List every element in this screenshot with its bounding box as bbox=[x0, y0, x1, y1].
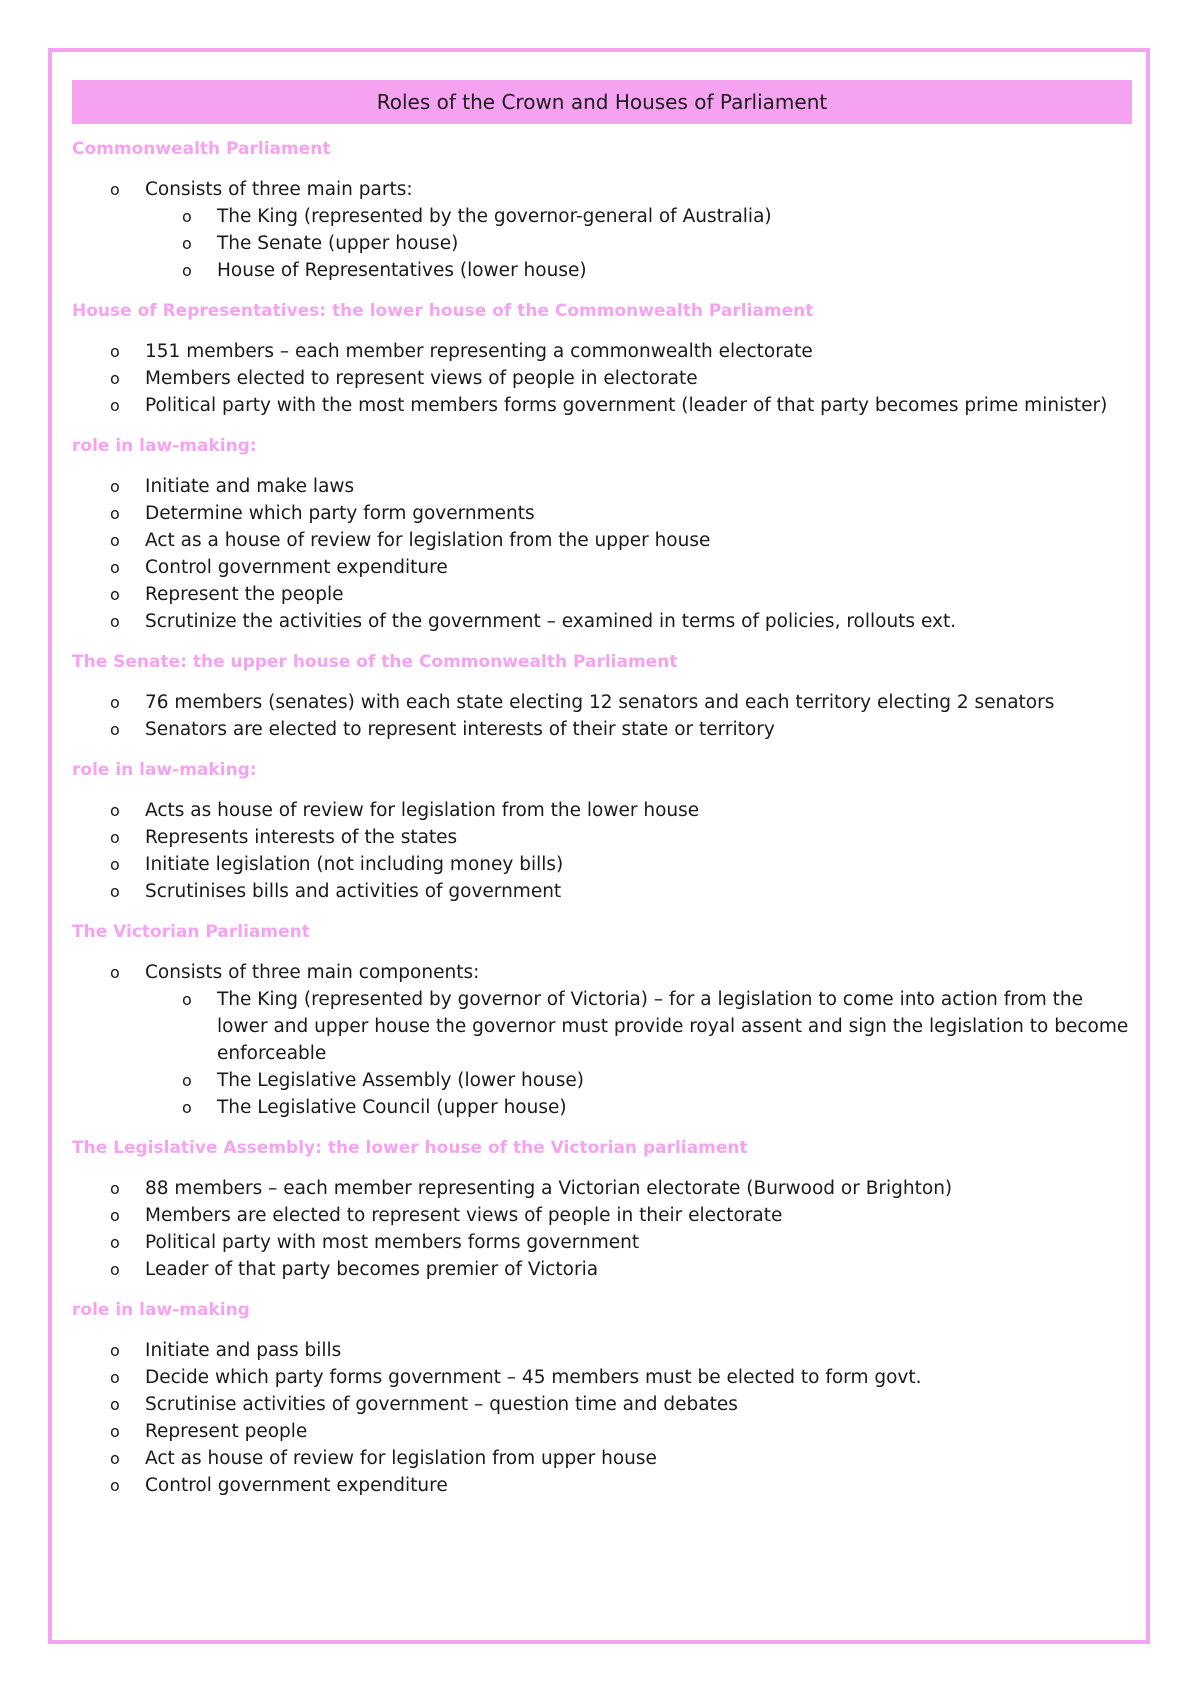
list-item bbox=[72, 959, 1132, 1121]
title-bar bbox=[72, 80, 1132, 124]
list-item-text: Represent the people bbox=[145, 584, 344, 605]
list-item bbox=[72, 527, 1132, 554]
list-item bbox=[72, 716, 1132, 743]
list-item-text: Decide which party forms government – 45 members must be elected to form govt. bbox=[145, 1367, 922, 1388]
list-item bbox=[72, 473, 1132, 500]
bullet-list bbox=[72, 473, 1132, 635]
document-content bbox=[72, 80, 1132, 1513]
list-item-text: Represents interests of the states bbox=[145, 827, 458, 848]
list-item-text: Political party with most members forms government bbox=[145, 1232, 640, 1253]
list-item-text: Control government expenditure bbox=[145, 1475, 448, 1496]
bullet-list bbox=[72, 797, 1132, 905]
sub-list-item: o The Legislative Assembly (lower house) bbox=[145, 1067, 1132, 1094]
list-item bbox=[72, 608, 1132, 635]
list-item-text: Initiate legislation (not including money bills) bbox=[145, 854, 564, 875]
section-heading: role in law-making bbox=[72, 1300, 250, 1320]
list-item bbox=[72, 365, 1132, 392]
list-item bbox=[72, 500, 1132, 527]
list-item-text: Act as a house of review for legislation from the upper house bbox=[145, 530, 711, 551]
list-item-text: Initiate and pass bills bbox=[145, 1340, 342, 1361]
list-item bbox=[72, 392, 1132, 419]
section-heading: The Senate: the upper house of the Commonwealth Parliament bbox=[72, 652, 678, 672]
sub-list-item: o The Senate (upper house) bbox=[145, 230, 1132, 257]
list-item-text: 76 members (senates) with each state electing 12 senators and each territory electing 2 senators bbox=[145, 692, 1055, 713]
sub-list-item: o The Legislative Council (upper house) bbox=[145, 1094, 1132, 1121]
list-item-text: Act as house of review for legislation from upper house bbox=[145, 1448, 657, 1469]
list-item bbox=[72, 581, 1132, 608]
list-item bbox=[72, 851, 1132, 878]
list-item bbox=[72, 338, 1132, 365]
list-item bbox=[72, 1472, 1132, 1499]
list-item-text: Members elected to represent views of people in electorate bbox=[145, 368, 698, 389]
bullet-list bbox=[72, 1337, 1132, 1499]
list-item bbox=[72, 878, 1132, 905]
list-item-text: Senators are elected to represent interests of their state or territory bbox=[145, 719, 775, 740]
bullet-list bbox=[72, 1175, 1132, 1283]
list-item bbox=[72, 797, 1132, 824]
list-item bbox=[72, 1445, 1132, 1472]
list-item bbox=[72, 689, 1132, 716]
list-item-text: Initiate and make laws bbox=[145, 476, 355, 497]
list-item bbox=[72, 824, 1132, 851]
bullet-list bbox=[72, 338, 1132, 419]
list-item-text: Scrutinize the activities of the government – examined in terms of policies, rollouts ext. bbox=[145, 611, 957, 632]
section-heading: role in law-making: bbox=[72, 436, 257, 456]
section-heading: role in law-making: bbox=[72, 760, 257, 780]
list-item-text: Consists of three main parts: bbox=[145, 179, 413, 200]
list-item-text: Leader of that party becomes premier of Victoria bbox=[145, 1259, 599, 1280]
list-item-text: 151 members – each member representing a commonwealth electorate bbox=[145, 341, 813, 362]
list-item-text: Control government expenditure bbox=[145, 557, 448, 578]
list-item bbox=[72, 1391, 1132, 1418]
list-item-text: Consists of three main components: bbox=[145, 962, 480, 983]
list-item-text: Political party with the most members forms government (leader of that party becomes prime minister) bbox=[145, 395, 1108, 416]
list-item bbox=[72, 1364, 1132, 1391]
bullet-list bbox=[72, 959, 1132, 1121]
sub-list-item: o The King (represented by the governor-general of Australia) bbox=[145, 203, 1132, 230]
section-heading: The Legislative Assembly: the lower house of the Victorian parliament bbox=[72, 1138, 748, 1158]
sub-list-item: o House of Representatives (lower house) bbox=[145, 257, 1132, 284]
section-heading: House of Representatives: the lower house of the Commonwealth Parliament bbox=[72, 301, 814, 321]
list-item bbox=[72, 1229, 1132, 1256]
sub-list bbox=[145, 986, 1132, 1121]
sections bbox=[72, 136, 1132, 1499]
list-item bbox=[72, 176, 1132, 284]
list-item-text: Scrutinises bills and activities of government bbox=[145, 881, 562, 902]
list-item bbox=[72, 1175, 1132, 1202]
list-item-text: 88 members – each member representing a Victorian electorate (Burwood or Brighton) bbox=[145, 1178, 953, 1199]
sub-list bbox=[145, 203, 1132, 284]
list-item-text: Acts as house of review for legislation from the lower house bbox=[145, 800, 700, 821]
list-item-text: Determine which party form governments bbox=[145, 503, 535, 524]
bullet-list bbox=[72, 176, 1132, 284]
section-heading: The Victorian Parliament bbox=[72, 922, 310, 942]
section-heading: Commonwealth Parliament bbox=[72, 139, 331, 159]
list-item-text: Members are elected to represent views of people in their electorate bbox=[145, 1205, 783, 1226]
bullet-list bbox=[72, 689, 1132, 743]
list-item bbox=[72, 1337, 1132, 1364]
list-item bbox=[72, 1418, 1132, 1445]
list-item bbox=[72, 1202, 1132, 1229]
list-item bbox=[72, 1256, 1132, 1283]
list-item-text: Scrutinise activities of government – question time and debates bbox=[145, 1394, 738, 1415]
sub-list-item: o The King (represented by governor of Victoria) – for a legislation to come into action from the lower and upper house the governor must provide royal assent and sign the legislation to become enforceable bbox=[145, 986, 1132, 1067]
document-title: Roles of the Crown and Houses of Parliament bbox=[376, 90, 828, 114]
list-item-text: Represent people bbox=[145, 1421, 308, 1442]
list-item bbox=[72, 554, 1132, 581]
